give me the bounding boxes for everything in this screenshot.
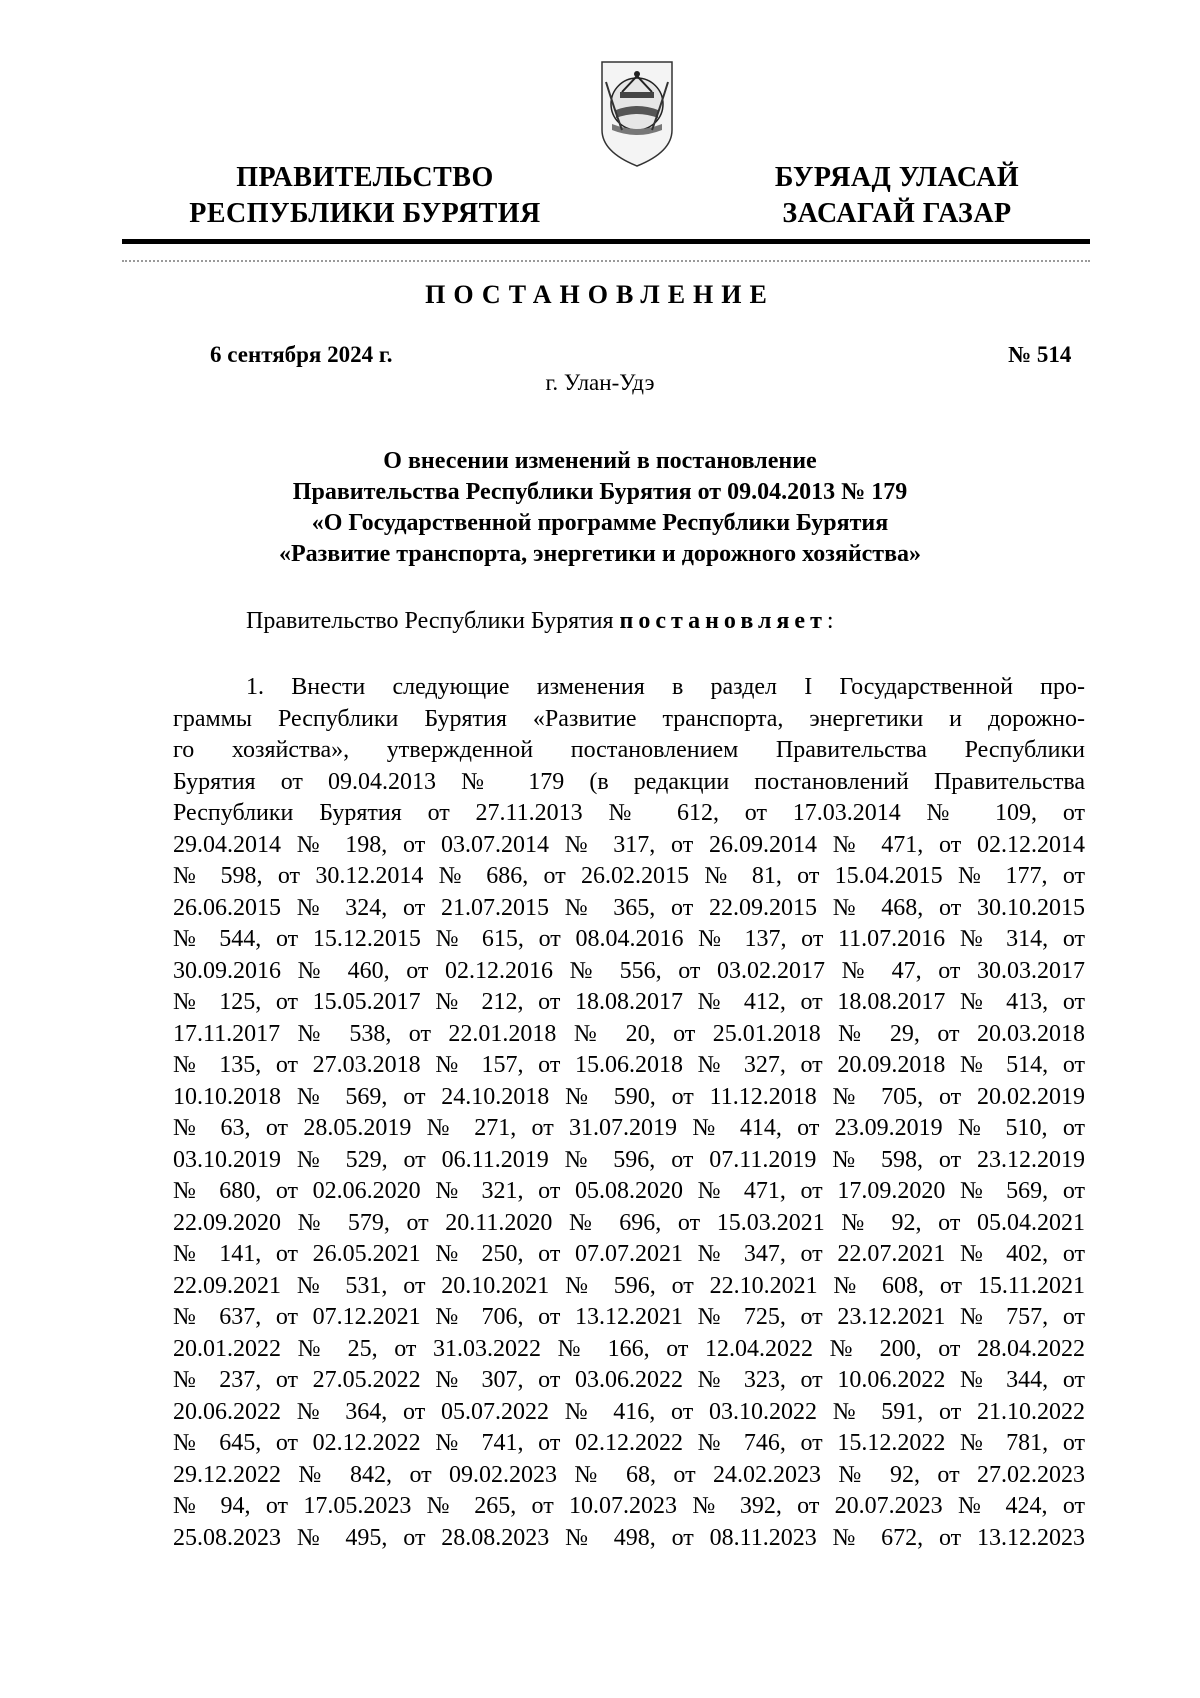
- body-line: граммы Республики Бурятия «Развитие транспорта, энергетики и дорожно-: [173, 705, 1085, 732]
- body-line: 17.11.2017 № 538, от 22.01.2018 № 20, от 25.01.2018 № 29, от 20.03.2018: [173, 1020, 1085, 1047]
- body-line: 20.06.2022 № 364, от 05.07.2022 № 416, от 03.10.2022 № 591, от 21.10.2022: [173, 1398, 1085, 1425]
- document-date: 6 сентября 2024 г.: [210, 342, 393, 367]
- body-line: 20.01.2022 № 25, от 31.03.2022 № 166, от 12.04.2022 № 200, от 28.04.2022: [173, 1335, 1085, 1362]
- body-line: 29.04.2014 № 198, от 03.07.2014 № 317, от 26.09.2014 № 471, от 02.12.2014: [173, 831, 1085, 858]
- body-line: 25.08.2023 № 495, от 28.08.2023 № 498, от 08.11.2023 № 672, от 13.12.2023: [173, 1524, 1085, 1551]
- resolves-verb: постановляет: [619, 608, 827, 634]
- body-line: № 637, от 07.12.2021 № 706, от 13.12.2021 № 725, от 23.12.2021 № 757, от: [173, 1304, 1085, 1330]
- document-title: [150, 446, 1050, 570]
- coat-of-arms-icon: [592, 52, 682, 172]
- title-line: «Развитие транспорта, энергетики и дорожного хозяйства»: [278, 541, 922, 567]
- body-line: № 645, от 02.12.2022 № 741, от 02.12.2022 № 746, от 15.12.2022 № 781, от: [173, 1430, 1085, 1456]
- body-line: № 63, от 28.05.2019 № 271, от 31.07.2019 № 414, от 23.09.2019 № 510, от: [173, 1115, 1085, 1141]
- body-line: 10.10.2018 № 569, от 24.10.2018 № 590, от 11.12.2018 № 705, от 20.02.2019: [173, 1083, 1085, 1110]
- body-line: № 141, от 26.05.2021 № 250, от 07.07.2021 № 347, от 22.07.2021 № 402, от: [173, 1241, 1085, 1267]
- body-line: 1. Внести следующие изменения в раздел I Государственной про-: [246, 674, 1085, 700]
- body-line: го хозяйства», утвержденной постановлением Правительства Республики: [173, 737, 1085, 763]
- resolves-prefix: Правительство Республики Бурятия: [246, 608, 620, 634]
- title-line: О внесении изменений в постановление: [383, 448, 817, 474]
- body-paragraph: [173, 672, 1085, 1554]
- body-line: 22.09.2020 № 579, от 20.11.2020 № 696, от 15.03.2021 № 92, от 05.04.2021: [173, 1209, 1085, 1236]
- title-line: «О Государственной программе Республики Бурятия: [311, 510, 889, 536]
- body-line: 03.10.2019 № 529, от 06.11.2019 № 596, от 07.11.2019 № 598, от 23.12.2019: [173, 1146, 1085, 1173]
- body-line: № 680, от 02.06.2020 № 321, от 05.08.2020 № 471, от 17.09.2020 № 569, от: [173, 1178, 1085, 1204]
- header-left-line: ПРАВИТЕЛЬСТВО: [236, 162, 494, 193]
- header-left-line: РЕСПУБЛИКИ БУРЯТИЯ: [189, 198, 541, 229]
- body-line: Республики Бурятия от 27.11.2013 № 612, от 17.03.2014 № 109, от: [173, 800, 1085, 826]
- body-line: 29.12.2022 № 842, от 09.02.2023 № 68, от 24.02.2023 № 92, от 27.02.2023: [173, 1461, 1085, 1488]
- body-line: № 598, от 30.12.2014 № 686, от 26.02.2015 № 81, от 15.04.2015 № 177, от: [173, 863, 1085, 889]
- header-right: [752, 160, 1042, 232]
- body-line: № 125, от 15.05.2017 № 212, от 18.08.2017 № 412, от 18.08.2017 № 413, от: [173, 989, 1085, 1015]
- title-line: Правительства Республики Бурятия от 09.04.2013 № 179: [292, 479, 908, 505]
- header-divider: [122, 239, 1090, 244]
- resolves-suffix: :: [826, 608, 834, 634]
- header-left: [180, 160, 550, 232]
- header-right-line: ЗАСАГАЙ ГАЗАР: [782, 198, 1012, 229]
- body-line: № 94, от 17.05.2023 № 265, от 10.07.2023 № 392, от 20.07.2023 № 424, от: [173, 1493, 1085, 1519]
- header-divider-dotted: [122, 260, 1090, 262]
- resolves-line: [246, 608, 834, 635]
- body-line: № 135, от 27.03.2018 № 157, от 15.06.2018 № 327, от 20.09.2018 № 514, от: [173, 1052, 1085, 1078]
- body-line: 30.09.2016 № 460, от 02.12.2016 № 556, от 03.02.2017 № 47, от 30.03.2017: [173, 957, 1085, 984]
- body-line: № 544, от 15.12.2015 № 615, от 08.04.2016 № 137, от 11.07.2016 № 314, от: [173, 926, 1085, 952]
- document-city: г. Улан-Удэ: [545, 370, 655, 395]
- body-line: 22.09.2021 № 531, от 20.10.2021 № 596, от 22.10.2021 № 608, от 15.11.2021: [173, 1272, 1085, 1299]
- document-number: № 514: [1008, 342, 1072, 367]
- document-type: ПОСТАНОВЛЕНИЕ: [425, 280, 775, 309]
- body-line: № 237, от 27.05.2022 № 307, от 03.06.2022 № 323, от 10.06.2022 № 344, от: [173, 1367, 1085, 1393]
- body-line: 26.06.2015 № 324, от 21.07.2015 № 365, от 22.09.2015 № 468, от 30.10.2015: [173, 894, 1085, 921]
- body-line: Бурятия от 09.04.2013 № 179 (в редакции постановлений Правительства: [173, 768, 1085, 795]
- header-right-line: БУРЯАД УЛАСАЙ: [774, 162, 1020, 193]
